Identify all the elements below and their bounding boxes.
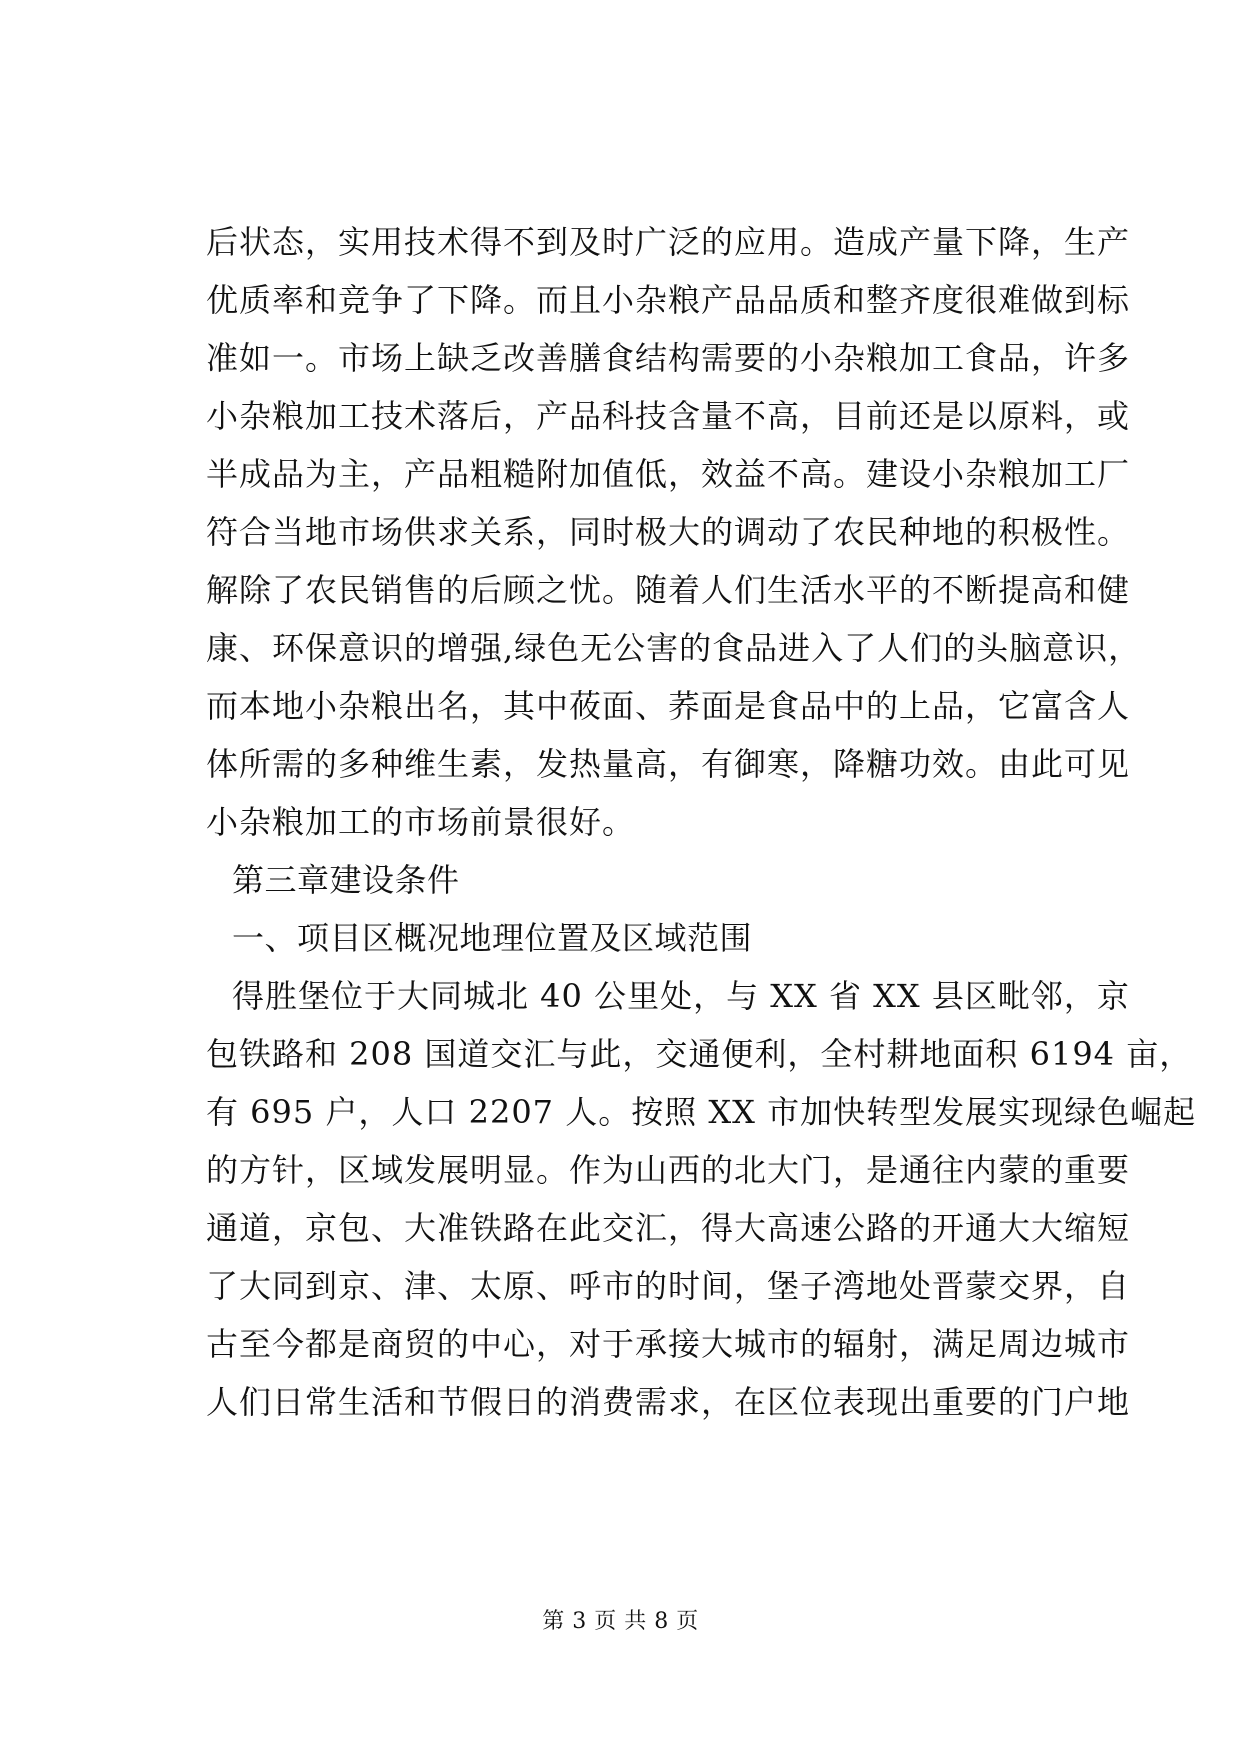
chapter-heading: 第三章建设条件: [232, 861, 460, 899]
paragraph2-line-5: 通道，京包、大准铁路在此交汇，得大高速公路的开通大大缩短: [206, 1209, 1131, 1247]
paragraph1-line-7: 解除了农民销售的后顾之忧。随着人们生活水平的不断提高和健: [206, 571, 1131, 609]
paragraph1-line-1: 后状态，实用技术得不到及时广泛的应用。造成产量下降，生产: [206, 223, 1131, 261]
page-footer: 第 3 页 共 8 页: [542, 1609, 699, 1634]
paragraph1-line-3: 准如一。市场上缺乏改善膳食结构需要的小杂粮加工食品，许多: [206, 339, 1131, 377]
paragraph2-line-6: 了大同到京、津、太原、呼市的时间，堡子湾地处晋蒙交界，自: [206, 1267, 1131, 1305]
paragraph1-line-10: 体所需的多种维生素，发热量高，有御寒，降糖功效。由此可见: [206, 745, 1131, 783]
paragraph2-line-1: 得胜堡位于大同城北 40 公里处，与 XX 省 XX 县区毗邻，京: [232, 977, 1130, 1015]
paragraph2-line-2: 包铁路和 208 国道交汇与此，交通便利，全村耕地面积 6194 亩，: [206, 1035, 1193, 1073]
section-heading: 一、项目区概况地理位置及区域范围: [232, 919, 753, 957]
paragraph1-line-5: 半成品为主，产品粗糙附加值低，效益不高。建设小杂粮加工厂: [206, 455, 1131, 493]
paragraph1-line-6: 符合当地市场供求关系，同时极大的调动了农民种地的积极性。: [206, 513, 1131, 551]
paragraph2-line-8: 人们日常生活和节假日的消费需求，在区位表现出重要的门户地: [206, 1383, 1131, 1421]
paragraph1-line-11: 小杂粮加工的市场前景很好。: [206, 803, 636, 841]
paragraph1-line-4: 小杂粮加工技术落后，产品科技含量不高，目前还是以原料，或: [206, 397, 1131, 435]
paragraph2-line-7: 古至今都是商贸的中心，对于承接大城市的辐射，满足周边城市: [206, 1325, 1131, 1363]
paragraph1-line-8: 康、环保意识的增强,绿色无公害的食品进入了人们的头脑意识，: [206, 629, 1142, 667]
paragraph2-line-4: 的方针，区域发展明显。作为山西的北大门，是通往内蒙的重要: [206, 1151, 1131, 1189]
paragraph1-line-2: 优质率和竞争了下降。而且小杂粮产品品质和整齐度很难做到标: [206, 281, 1131, 319]
paragraph2-line-3: 有 695 户，人口 2207 人。按照 XX 市加快转型发展实现绿色崛起: [206, 1093, 1197, 1131]
paragraph1-line-9: 而本地小杂粮出名，其中莜面、荞面是食品中的上品，它富含人: [206, 687, 1131, 725]
